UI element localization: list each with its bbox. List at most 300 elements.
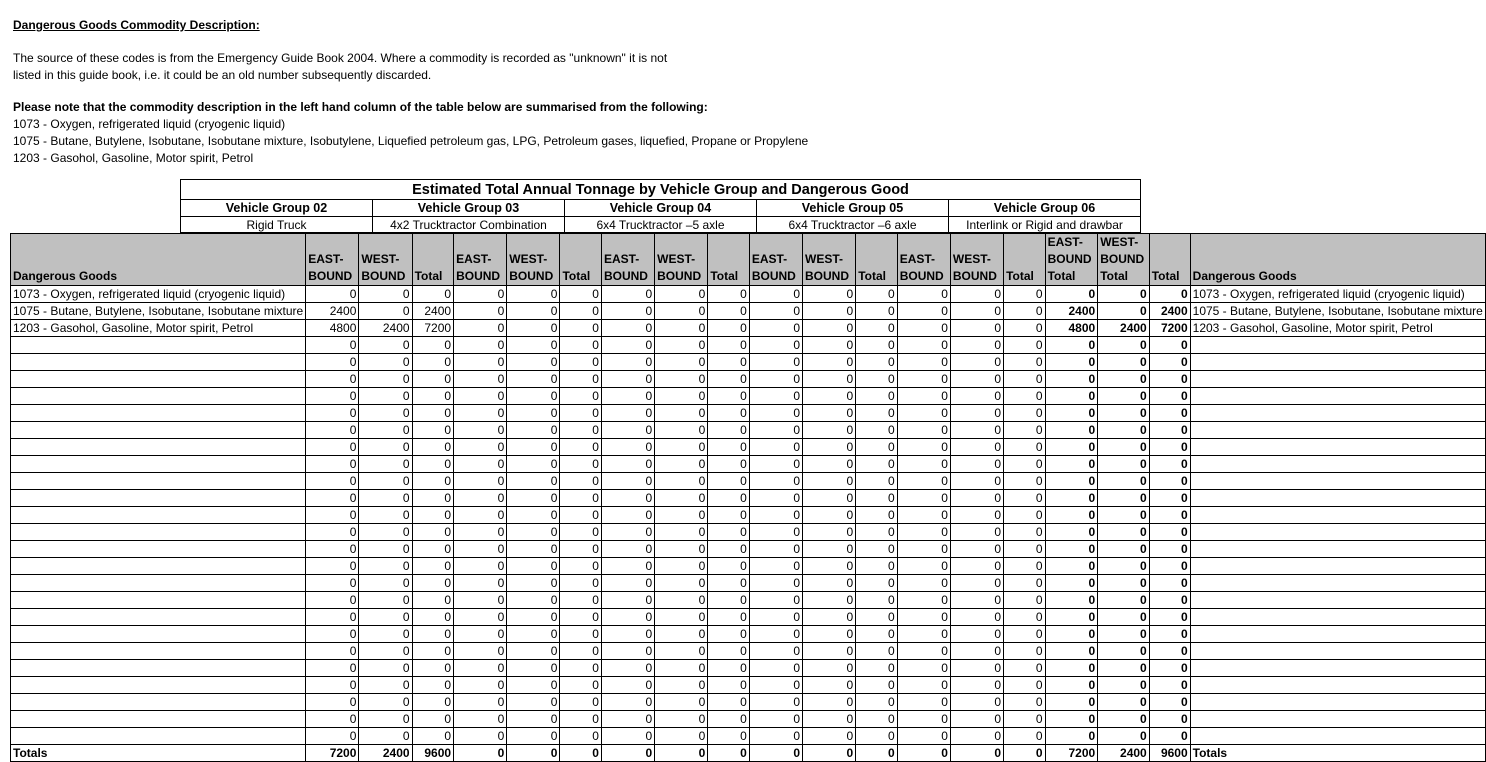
grand-total-cell: 0	[1149, 626, 1190, 643]
goods-cell	[1190, 337, 1485, 354]
value-cell: 0	[856, 677, 898, 694]
value-cell: 0	[560, 728, 602, 745]
value-cell: 0	[454, 303, 507, 320]
value-cell: 0	[412, 439, 454, 456]
goods-cell	[11, 677, 306, 694]
value-cell: 0	[306, 677, 359, 694]
column-header: EAST-BOUND Total	[1045, 234, 1098, 286]
value-cell: 0	[359, 354, 412, 371]
value-cell: 0	[655, 456, 708, 473]
value-cell: 0	[897, 643, 950, 660]
value-cell: 0	[560, 354, 602, 371]
value-cell: 0	[803, 694, 856, 711]
value-cell: 0	[1004, 694, 1046, 711]
value-cell: 0	[708, 388, 750, 405]
vehicle-group-description: 6x4 Trucktractor –6 axle	[757, 217, 949, 233]
westbound-total-cell: 0	[1098, 711, 1150, 728]
goods-cell	[1190, 439, 1485, 456]
vehicle-group-name: Vehicle Group 05	[757, 200, 949, 217]
value-cell: 0	[708, 677, 750, 694]
value-cell: 0	[1004, 643, 1046, 660]
eastbound-total-cell: 0	[1045, 337, 1098, 354]
value-cell: 0	[412, 711, 454, 728]
value-cell: 0	[708, 643, 750, 660]
value-cell: 0	[708, 575, 750, 592]
westbound-total-cell: 0	[1098, 507, 1150, 524]
value-cell: 0	[803, 439, 856, 456]
value-cell: 0	[708, 609, 750, 626]
value-cell: 0	[803, 558, 856, 575]
goods-cell	[11, 388, 306, 405]
tonnage-table	[10, 233, 1486, 762]
value-cell: 0	[454, 388, 507, 405]
value-cell: 0	[856, 609, 898, 626]
table-row	[11, 320, 1486, 337]
table-title: Estimated Total Annual Tonnage by Vehicle Group and Dangerous Good	[181, 180, 1141, 200]
value-cell: 0	[803, 711, 856, 728]
value-cell: 0	[856, 456, 898, 473]
value-cell: 2400	[412, 303, 454, 320]
goods-cell: 1073 - Oxygen, refrigerated liquid (cryogenic liquid)	[1190, 286, 1485, 303]
value-cell: 0	[950, 320, 1003, 337]
column-header: Total	[1004, 234, 1046, 286]
vehicle-group-description: Interlink or Rigid and drawbar	[949, 217, 1141, 233]
value-cell: 0	[950, 456, 1003, 473]
value-cell: 0	[856, 541, 898, 558]
value-cell: 0	[306, 524, 359, 541]
value-cell: 0	[708, 320, 750, 337]
value-cell: 0	[708, 626, 750, 643]
value-cell: 0	[897, 337, 950, 354]
value-cell: 0	[803, 643, 856, 660]
code-description: 1073 - Oxygen, refrigerated liquid (cryogenic liquid)	[13, 117, 286, 131]
value-cell: 0	[507, 677, 560, 694]
goods-cell	[11, 643, 306, 660]
value-cell: 0	[708, 694, 750, 711]
value-cell: 0	[507, 507, 560, 524]
eastbound-total-cell: 7200	[1045, 745, 1098, 762]
value-cell: 0	[897, 524, 950, 541]
value-cell: 0	[856, 388, 898, 405]
value-cell: 0	[950, 507, 1003, 524]
value-cell: 0	[708, 524, 750, 541]
value-cell: 0	[507, 473, 560, 490]
eastbound-total-cell: 0	[1045, 558, 1098, 575]
grand-total-cell: 0	[1149, 609, 1190, 626]
value-cell: 0	[601, 694, 654, 711]
goods-cell	[1190, 422, 1485, 439]
westbound-total-cell: 0	[1098, 541, 1150, 558]
value-cell: 0	[897, 575, 950, 592]
value-cell: 0	[950, 490, 1003, 507]
value-cell: 0	[412, 592, 454, 609]
value-cell: 0	[601, 303, 654, 320]
value-cell: 4800	[306, 320, 359, 337]
value-cell: 0	[507, 337, 560, 354]
value-cell: 0	[306, 711, 359, 728]
value-cell: 0	[803, 609, 856, 626]
value-cell: 0	[655, 592, 708, 609]
value-cell: 0	[897, 660, 950, 677]
grand-total-cell: 0	[1149, 575, 1190, 592]
goods-cell	[1190, 677, 1485, 694]
goods-cell	[11, 456, 306, 473]
goods-cell: 1203 - Gasohol, Gasoline, Motor spirit, Petrol	[1190, 320, 1485, 337]
eastbound-total-cell: 0	[1045, 439, 1098, 456]
value-cell: 0	[560, 592, 602, 609]
value-cell: 0	[803, 286, 856, 303]
value-cell: 0	[897, 388, 950, 405]
value-cell: 0	[803, 320, 856, 337]
value-cell: 0	[856, 490, 898, 507]
value-cell: 0	[950, 575, 1003, 592]
value-cell: 0	[601, 711, 654, 728]
value-cell: 0	[897, 422, 950, 439]
westbound-total-cell: 0	[1098, 592, 1150, 609]
goods-cell	[1190, 575, 1485, 592]
value-cell: 0	[655, 320, 708, 337]
value-cell: 0	[507, 439, 560, 456]
table-row	[11, 643, 1486, 660]
value-cell: 0	[359, 439, 412, 456]
goods-cell	[11, 541, 306, 558]
eastbound-total-cell: 0	[1045, 575, 1098, 592]
value-cell: 0	[601, 643, 654, 660]
totals-label: Totals	[11, 745, 306, 762]
value-cell: 0	[1004, 303, 1046, 320]
value-cell: 0	[306, 626, 359, 643]
intro-section	[13, 17, 1013, 167]
value-cell: 0	[601, 541, 654, 558]
value-cell: 0	[412, 405, 454, 422]
grand-total-cell: 0	[1149, 456, 1190, 473]
value-cell: 0	[708, 405, 750, 422]
value-cell: 0	[897, 303, 950, 320]
value-cell: 0	[412, 456, 454, 473]
value-cell: 0	[306, 643, 359, 660]
note-title: Please note that the commodity description in the left hand column of the table below are summarised from the following:	[13, 100, 708, 114]
value-cell: 0	[359, 286, 412, 303]
totals-value-cell: 0	[749, 745, 802, 762]
code-description: 1075 - Butane, Butylene, Isobutane, Isobutane mixture, Isobutylene, Liquefied petroleum gas, LPG, Petroleum gases, liquefied, Propane or Propylene	[13, 134, 809, 148]
value-cell: 0	[1004, 439, 1046, 456]
value-cell: 0	[897, 626, 950, 643]
totals-value-cell: 0	[950, 745, 1003, 762]
westbound-total-cell: 0	[1098, 677, 1150, 694]
value-cell: 0	[306, 575, 359, 592]
column-header: EAST-BOUND	[601, 234, 654, 286]
grand-total-cell: 0	[1149, 439, 1190, 456]
value-cell: 0	[897, 456, 950, 473]
value-cell: 0	[507, 303, 560, 320]
westbound-total-cell: 0	[1098, 371, 1150, 388]
table-row	[11, 405, 1486, 422]
value-cell: 0	[950, 592, 1003, 609]
value-cell: 0	[1004, 677, 1046, 694]
value-cell: 0	[950, 524, 1003, 541]
value-cell: 0	[306, 592, 359, 609]
value-cell: 0	[950, 371, 1003, 388]
totals-value-cell: 9600	[412, 745, 454, 762]
value-cell: 0	[803, 728, 856, 745]
value-cell: 0	[359, 592, 412, 609]
grand-total-cell: 0	[1149, 405, 1190, 422]
value-cell: 0	[507, 592, 560, 609]
column-header: WEST-BOUND	[803, 234, 856, 286]
value-cell: 0	[897, 728, 950, 745]
value-cell: 0	[749, 711, 802, 728]
value-cell: 0	[803, 626, 856, 643]
column-header: Dangerous Goods	[1190, 234, 1485, 286]
totals-value-cell: 0	[655, 745, 708, 762]
value-cell: 0	[655, 439, 708, 456]
value-cell: 0	[803, 473, 856, 490]
goods-cell: 1203 - Gasohol, Gasoline, Motor spirit, Petrol	[11, 320, 306, 337]
value-cell: 0	[560, 337, 602, 354]
value-cell: 0	[306, 490, 359, 507]
grand-total-cell: 0	[1149, 728, 1190, 745]
value-cell: 0	[749, 660, 802, 677]
column-header: Total	[856, 234, 898, 286]
column-header: Total	[412, 234, 454, 286]
value-cell: 0	[601, 439, 654, 456]
value-cell: 0	[601, 490, 654, 507]
value-cell: 0	[950, 711, 1003, 728]
value-cell: 0	[856, 405, 898, 422]
value-cell: 0	[950, 643, 1003, 660]
table-row	[11, 694, 1486, 711]
value-cell: 0	[507, 354, 560, 371]
westbound-total-cell: 0	[1098, 337, 1150, 354]
value-cell: 0	[454, 660, 507, 677]
value-cell: 0	[454, 422, 507, 439]
value-cell: 0	[1004, 524, 1046, 541]
value-cell: 0	[1004, 728, 1046, 745]
goods-cell	[11, 473, 306, 490]
value-cell: 0	[454, 643, 507, 660]
grand-total-cell: 0	[1149, 592, 1190, 609]
goods-cell	[11, 490, 306, 507]
value-cell: 0	[601, 558, 654, 575]
value-cell: 0	[560, 456, 602, 473]
goods-cell	[1190, 694, 1485, 711]
value-cell: 0	[560, 609, 602, 626]
column-header: Total	[708, 234, 750, 286]
totals-value-cell: 0	[856, 745, 898, 762]
value-cell: 0	[560, 371, 602, 388]
code-description: 1203 - Gasohol, Gasoline, Motor spirit, Petrol	[13, 151, 254, 165]
value-cell: 0	[306, 660, 359, 677]
value-cell: 0	[1004, 473, 1046, 490]
eastbound-total-cell: 0	[1045, 286, 1098, 303]
value-cell: 0	[1004, 371, 1046, 388]
value-cell: 0	[897, 371, 950, 388]
value-cell: 0	[803, 541, 856, 558]
value-cell: 0	[507, 609, 560, 626]
value-cell: 0	[655, 507, 708, 524]
grand-total-cell: 0	[1149, 524, 1190, 541]
table-row	[11, 541, 1486, 558]
value-cell: 0	[897, 405, 950, 422]
value-cell: 2400	[359, 320, 412, 337]
value-cell: 0	[359, 694, 412, 711]
value-cell: 0	[306, 371, 359, 388]
westbound-total-cell: 0	[1098, 473, 1150, 490]
value-cell: 0	[1004, 575, 1046, 592]
value-cell: 0	[560, 677, 602, 694]
grand-total-cell: 0	[1149, 490, 1190, 507]
column-header: WEST-BOUND Total	[1098, 234, 1150, 286]
goods-cell	[11, 507, 306, 524]
value-cell: 0	[601, 354, 654, 371]
value-cell: 0	[412, 660, 454, 677]
goods-cell	[1190, 388, 1485, 405]
grand-total-cell: 0	[1149, 388, 1190, 405]
value-cell: 0	[856, 592, 898, 609]
table-row	[11, 728, 1486, 745]
value-cell: 0	[412, 473, 454, 490]
value-cell: 0	[560, 320, 602, 337]
value-cell: 0	[749, 320, 802, 337]
eastbound-total-cell: 0	[1045, 694, 1098, 711]
value-cell: 0	[1004, 422, 1046, 439]
grand-total-cell: 0	[1149, 677, 1190, 694]
value-cell: 0	[601, 677, 654, 694]
value-cell: 0	[560, 541, 602, 558]
value-cell: 0	[601, 660, 654, 677]
table-row	[11, 660, 1486, 677]
goods-cell	[11, 609, 306, 626]
value-cell: 0	[601, 337, 654, 354]
value-cell: 0	[306, 507, 359, 524]
westbound-total-cell: 2400	[1098, 320, 1150, 337]
value-cell: 0	[560, 473, 602, 490]
value-cell: 0	[803, 660, 856, 677]
table-row	[11, 422, 1486, 439]
value-cell: 0	[708, 354, 750, 371]
value-cell: 0	[856, 507, 898, 524]
goods-cell	[11, 660, 306, 677]
table-row	[11, 558, 1486, 575]
westbound-total-cell: 0	[1098, 694, 1150, 711]
value-cell: 0	[803, 354, 856, 371]
vehicle-group-description: 4x2 Trucktractor Combination	[373, 217, 565, 233]
value-cell: 0	[749, 677, 802, 694]
value-cell: 0	[749, 507, 802, 524]
value-cell: 0	[708, 473, 750, 490]
value-cell: 0	[454, 507, 507, 524]
column-header: WEST-BOUND	[950, 234, 1003, 286]
grand-total-cell: 0	[1149, 473, 1190, 490]
goods-cell	[1190, 524, 1485, 541]
goods-cell	[11, 694, 306, 711]
value-cell: 0	[359, 422, 412, 439]
value-cell: 0	[655, 728, 708, 745]
value-cell: 0	[897, 694, 950, 711]
value-cell: 0	[950, 303, 1003, 320]
value-cell: 0	[950, 694, 1003, 711]
value-cell: 0	[1004, 320, 1046, 337]
value-cell: 0	[897, 507, 950, 524]
westbound-total-cell: 0	[1098, 728, 1150, 745]
eastbound-total-cell: 0	[1045, 728, 1098, 745]
grand-total-cell: 0	[1149, 558, 1190, 575]
value-cell: 0	[1004, 388, 1046, 405]
value-cell: 0	[803, 337, 856, 354]
value-cell: 0	[655, 711, 708, 728]
westbound-total-cell: 0	[1098, 439, 1150, 456]
value-cell: 0	[655, 609, 708, 626]
value-cell: 0	[749, 354, 802, 371]
value-cell: 0	[897, 473, 950, 490]
westbound-total-cell: 0	[1098, 643, 1150, 660]
table-row	[11, 711, 1486, 728]
value-cell: 0	[454, 592, 507, 609]
totals-label: Totals	[1190, 745, 1485, 762]
westbound-total-cell: 0	[1098, 575, 1150, 592]
value-cell: 0	[507, 728, 560, 745]
value-cell: 0	[655, 303, 708, 320]
table-row	[11, 337, 1486, 354]
value-cell: 0	[412, 728, 454, 745]
table-row	[11, 490, 1486, 507]
value-cell: 0	[1004, 660, 1046, 677]
value-cell: 0	[897, 320, 950, 337]
westbound-total-cell: 0	[1098, 286, 1150, 303]
value-cell: 0	[601, 592, 654, 609]
value-cell: 0	[359, 524, 412, 541]
goods-cell	[11, 422, 306, 439]
value-cell: 0	[359, 473, 412, 490]
column-header: EAST-BOUND	[897, 234, 950, 286]
totals-row	[11, 745, 1486, 762]
value-cell: 0	[1004, 337, 1046, 354]
value-cell: 0	[708, 728, 750, 745]
value-cell: 0	[359, 558, 412, 575]
value-cell: 0	[507, 371, 560, 388]
value-cell: 0	[749, 303, 802, 320]
table-row	[11, 592, 1486, 609]
value-cell: 0	[708, 558, 750, 575]
goods-cell	[11, 371, 306, 388]
totals-value-cell: 0	[454, 745, 507, 762]
value-cell: 0	[359, 643, 412, 660]
grand-total-cell: 7200	[1149, 320, 1190, 337]
vehicle-group-name: Vehicle Group 06	[949, 200, 1141, 217]
value-cell: 0	[454, 558, 507, 575]
value-cell: 0	[655, 422, 708, 439]
value-cell: 0	[749, 728, 802, 745]
value-cell: 0	[306, 422, 359, 439]
totals-value-cell: 0	[507, 745, 560, 762]
value-cell: 0	[454, 371, 507, 388]
value-cell: 0	[412, 643, 454, 660]
value-cell: 0	[950, 677, 1003, 694]
value-cell: 0	[856, 694, 898, 711]
eastbound-total-cell: 0	[1045, 541, 1098, 558]
value-cell: 0	[454, 524, 507, 541]
goods-cell	[1190, 473, 1485, 490]
value-cell: 0	[1004, 592, 1046, 609]
value-cell: 0	[803, 592, 856, 609]
value-cell: 0	[749, 490, 802, 507]
value-cell: 0	[601, 388, 654, 405]
value-cell: 0	[655, 371, 708, 388]
value-cell: 0	[708, 303, 750, 320]
eastbound-total-cell: 0	[1045, 609, 1098, 626]
vehicle-group-description: 6x4 Trucktractor –5 axle	[565, 217, 757, 233]
goods-cell	[11, 405, 306, 422]
